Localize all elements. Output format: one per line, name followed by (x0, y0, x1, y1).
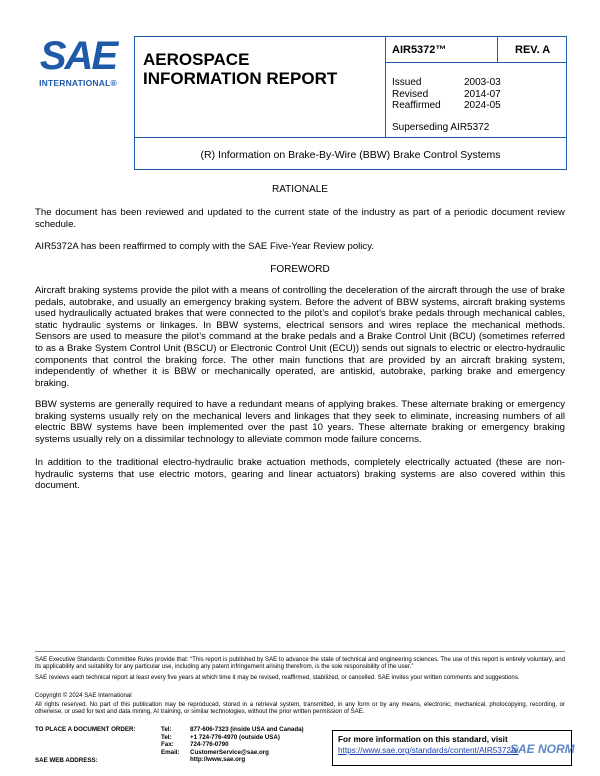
footer-divider (35, 651, 565, 652)
date-label: Issued (392, 77, 422, 88)
contact-value: 724-776-0790 (190, 741, 229, 749)
sae-logo (34, 36, 122, 94)
footer-rights-text: All rights reserved. No part of this publication may be reproduced, stored in a retrieval system, transmitted, in any form or by any means, electronic, mechanical, photocopying, recording, or otherwise, or used for text and data mining, AI training, or similar technologies, without the prior written permission of SAE. (35, 701, 565, 716)
document-type-title (143, 50, 383, 88)
contact-key: Email: (161, 748, 180, 756)
contact-key: Tel: (161, 733, 172, 741)
contact-key (161, 756, 190, 764)
contact-table (161, 726, 304, 764)
logo-subtitle: INTERNATIONAL® (39, 78, 117, 88)
date-value: 2014-07 (464, 88, 501, 100)
footer-rules-text: SAE Executive Standards Committee Rules provide that: “This report is published by SAE to advance the state of technical and engineering sciences. The use of this report is entirely voluntary, and its applicability and suitability for any particular use, including any patent infringement arising therefrom, is the sole responsibility of the user.” (35, 656, 565, 671)
footer-review-text: SAE reviews each technical report at least every five years at which time it may be revised, reaffirmed, stabilized, or cancelled. SAE invites your written comments and suggestions. (35, 674, 520, 681)
document-number: AIR5372™ (392, 44, 447, 56)
rationale-paragraph-1: The document has been reviewed and updated to the current state of the industry as part of a periodic document review schedule. (35, 207, 565, 230)
contact-value[interactable]: CustomerService@sae.org (190, 748, 269, 756)
contact-value: +1 724-776-4970 (outside USA) (190, 733, 280, 741)
header-divider-rev (497, 36, 498, 62)
foreword-paragraph-2: BBW systems are generally required to have a redundant means of applying brakes. These alternate braking or emergency braking systems usually rely on the mechanical levers and linkages that they seek to eliminate, increasing numbers of all electric BBW systems have been implemented over the past 10 years. These alternate braking or emergency braking systems usually rely on a dissimilar technology to alleviate common mode failure concerns. (35, 399, 565, 445)
header-divider-top (385, 62, 567, 63)
more-info-title: For more information on this standard, visit (338, 735, 508, 744)
web-address-label: SAE WEB ADDRESS: (35, 757, 98, 764)
date-row (392, 77, 501, 89)
contact-row (161, 741, 304, 749)
contact-row (161, 749, 304, 757)
date-value: 2003-03 (464, 77, 501, 88)
sae-website-link[interactable]: http://www.sae.org (190, 756, 246, 764)
date-row (392, 89, 501, 101)
document-subject: (R) Information on Brake-By-Wire (BBW) Brake Control Systems (200, 149, 501, 161)
rationale-heading: RATIONALE (272, 184, 328, 195)
contact-value: 877-606-7323 (inside USA and Canada) (190, 726, 304, 733)
date-value: 2024-05 (464, 100, 501, 111)
watermark-logo: SAE NORM (510, 742, 575, 756)
order-label: TO PLACE A DOCUMENT ORDER: (35, 726, 136, 733)
contact-key: Tel: (161, 726, 172, 733)
title-line-1: AEROSPACE (143, 50, 250, 69)
rationale-paragraph-2: AIR5372A has been reaffirmed to comply with the SAE Five-Year Review policy. (35, 241, 374, 252)
date-label: Reaffirmed (392, 100, 441, 111)
contact-row (161, 756, 304, 764)
date-row (392, 100, 501, 112)
title-line-2: INFORMATION REPORT (143, 69, 338, 88)
standard-url-link[interactable]: https://www.sae.org/standards/content/AIR5372A/ (338, 746, 519, 755)
contact-row (161, 726, 304, 734)
header-divider-bottom (134, 137, 567, 138)
foreword-paragraph-1: Aircraft braking systems provide the pilot with a means of controlling the deceleration of the aircraft through the use of brake pedals, autobrake, and usually an emergency braking system. Before the advent of BBW systems, aircraft braking systems used hydraulically actuated brakes that were connected to the pilot’s and copilot’s brake pedals through mechanical cables, static hydraulic systems or linkages. In BBW systems, electrical sensors and wires replace the mechanical methods. Sensors are used to measure the pilot’s command at the brake pedals and a Brake Control Unit (BCU) (sometimes referred to as a Brake System Control Unit (BSCU) or Electronic Control Unit (ECU)) sends out signals to electric or electro-hydraulic components that control the braking force. The other main functions that are provided by an aircraft braking system, independently of whether it is BBW or mechanically operated, are antiskid, autobrake, parking brake and emergency braking. (35, 285, 565, 389)
superseding-note: Superseding AIR5372 (392, 122, 490, 133)
logo-mark: SAE (39, 34, 117, 78)
date-label: Revised (392, 88, 429, 100)
revision-label: REV. A (515, 44, 551, 56)
contact-key: Fax: (161, 741, 174, 749)
footer-copyright: Copyright © 2024 SAE International (35, 692, 132, 699)
foreword-heading: FOREWORD (270, 264, 330, 275)
foreword-paragraph-3: In addition to the traditional electro-hydraulic brake actuation methods, completely electrically actuated (these are non-hydraulic systems that use electric motors, gearing and linear actuators) braking systems are also covered within this document. (35, 457, 565, 492)
contact-row (161, 734, 304, 742)
header-divider-vertical (385, 36, 386, 137)
date-block (392, 77, 501, 112)
